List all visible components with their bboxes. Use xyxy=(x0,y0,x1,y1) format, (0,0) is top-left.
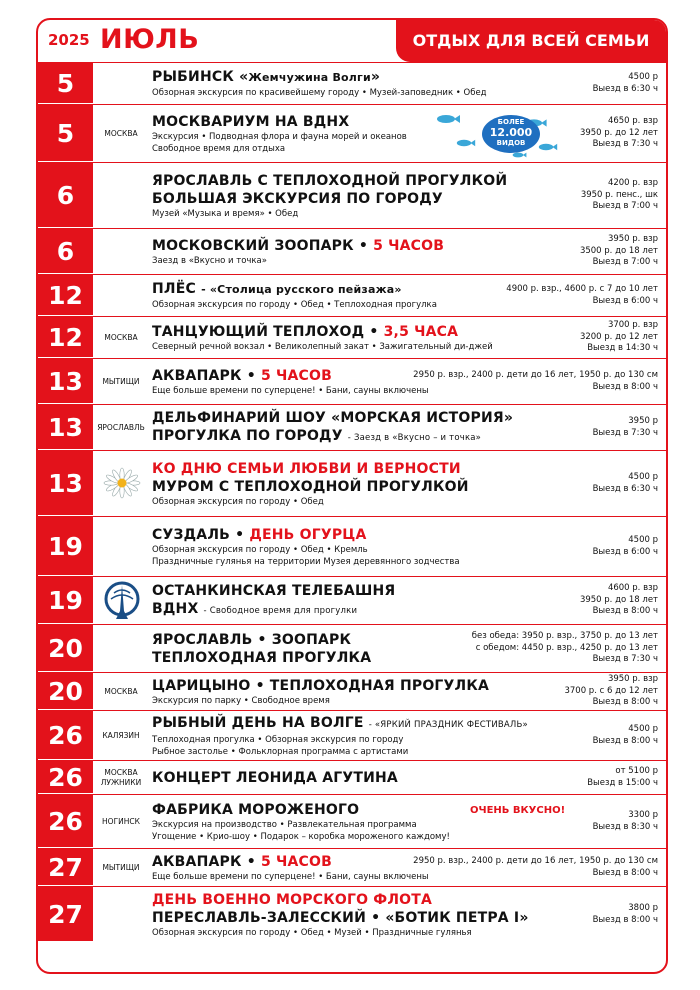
schedule-frame xyxy=(36,18,668,974)
tour-description: Музей «Музыка и время» • Обед xyxy=(152,208,299,219)
tour-price xyxy=(593,63,658,104)
tour-row[interactable] xyxy=(38,104,666,162)
tour-info xyxy=(152,577,506,624)
fish-icon xyxy=(437,115,460,123)
price-line: 3950 р. пенс., шк xyxy=(580,189,658,200)
tour-title xyxy=(152,677,506,695)
price-line: Выезд в 8:00 ч xyxy=(592,381,658,392)
tour-day: 5 xyxy=(38,63,93,104)
tour-row[interactable] xyxy=(38,162,666,228)
city-line: МЫТИЩИ xyxy=(102,376,140,386)
tour-info xyxy=(152,317,506,358)
price-line: 3950 р. до 18 лет xyxy=(579,594,658,605)
tour-price xyxy=(593,517,658,576)
tour-price xyxy=(413,359,658,404)
title-segment: ЦАРИЦЫНО • ТЕПЛОХОДНАЯ ПРОГУЛКА xyxy=(152,677,490,694)
fish-tail xyxy=(541,119,546,126)
title-segment: МОСКОВСКИЙ ЗООПАРК • xyxy=(152,237,374,254)
city-line: КАЛЯЗИН xyxy=(102,730,140,740)
tour-price xyxy=(580,577,658,624)
tour-description: Обзорная экскурсия по красивейшему городу • Музей-заповедник • Обед xyxy=(152,88,487,98)
fish-icon xyxy=(539,144,557,150)
price-line: Выезд в 7:00 ч xyxy=(592,257,658,268)
slogan-banner: ОТДЫХ ДЛЯ ВСЕЙ СЕМЬИ xyxy=(396,20,666,62)
title-segment: СУЗДАЛЬ • xyxy=(152,526,250,543)
tour-title xyxy=(152,769,506,787)
tour-day: 6 xyxy=(38,229,93,274)
tour-price xyxy=(413,849,658,886)
price-line: Выезд в 6:30 ч xyxy=(592,483,658,494)
departure-city xyxy=(95,711,147,760)
city-line: МОСКВА xyxy=(104,686,138,696)
month-title: ИЮЛЬ xyxy=(100,24,200,55)
tour-title-line2 xyxy=(152,478,506,496)
tour-row[interactable] xyxy=(38,794,666,848)
tour-info xyxy=(152,451,506,516)
price-line: Выезд в 14:30 ч xyxy=(587,343,658,354)
title-segment: МУРОМ С ТЕПЛОХОДНОЙ ПРОГУЛКОЙ xyxy=(152,478,469,495)
tour-day: 5 xyxy=(38,105,93,162)
tour-day: 19 xyxy=(38,517,93,576)
tour-info xyxy=(152,673,506,710)
tour-title xyxy=(152,582,506,600)
badge-number: 12.000 xyxy=(489,126,533,139)
price-line: 4600 р. взр xyxy=(607,583,658,594)
tour-day: 20 xyxy=(38,673,93,710)
price-line: с обедом: 4450 р. взр., 4250 р. до 13 лет xyxy=(475,642,658,653)
fish-tail xyxy=(523,153,527,158)
tour-price xyxy=(593,451,658,516)
tour-list xyxy=(38,62,666,942)
tour-description: Свободное время для отдыха xyxy=(152,143,286,154)
price-line: 3950 р xyxy=(628,416,658,426)
price-line: Выезд в 8:00 ч xyxy=(592,867,658,878)
title-segment: - Заезд в «Вкусно – и точка» xyxy=(347,432,482,443)
title-segment: Столица русского пейзажа xyxy=(217,283,395,296)
title-segment: ВДНХ xyxy=(152,600,204,617)
price-line: 3700 р. взр xyxy=(607,320,658,331)
tour-info xyxy=(152,795,506,848)
tour-day: 12 xyxy=(38,317,93,358)
title-segment: ТЕПЛОХОДНАЯ ПРОГУЛКА xyxy=(152,649,372,666)
tv-tower-icon xyxy=(102,581,142,621)
tour-row[interactable] xyxy=(38,316,666,358)
title-segment: БОЛЬШАЯ ЭКСКУРСИЯ ПО ГОРОДУ xyxy=(152,190,443,207)
departure-city xyxy=(95,849,147,886)
tour-row[interactable] xyxy=(38,710,666,760)
tour-description: Экскурсия по парку • Свободное время xyxy=(152,695,330,706)
tour-title xyxy=(152,172,506,190)
price-line: 4500 р xyxy=(628,535,658,545)
price-line: Выезд в 6:00 ч xyxy=(592,546,658,557)
tour-day: 6 xyxy=(38,163,93,228)
title-segment: ОСТАНКИНСКАЯ ТЕЛЕБАШНЯ xyxy=(152,582,396,599)
tour-description: Еще больше времени по суперцене! • Бани, сауны включены xyxy=(152,871,429,882)
tour-row[interactable] xyxy=(38,576,666,624)
daisy-icon xyxy=(102,463,142,503)
fish-tail xyxy=(552,144,557,150)
title-segment: ПЕРЕСЛАВЛЬ-ЗАЛЕССКИЙ • «БОТИК ПЕТРА I» xyxy=(152,909,529,926)
title-segment: ПЛЁС xyxy=(152,281,202,297)
tour-info xyxy=(152,625,506,672)
tour-title-line2 xyxy=(152,427,506,447)
title-segment: ДЕНЬ ВОЕННО МОРСКОГО ФЛОТА xyxy=(152,891,433,908)
title-segment: МОСКВАРИУМ НА ВДНХ xyxy=(152,113,350,130)
title-segment: АКВАПАРК • xyxy=(152,853,261,870)
tour-title xyxy=(152,714,528,734)
departure-city xyxy=(95,359,147,404)
tour-price xyxy=(593,795,658,848)
price-line: Выезд в 7:00 ч xyxy=(592,201,658,212)
title-segment: - «ЯРКИЙ ПРАЗДНИК ФЕСТИВАЛЬ» xyxy=(368,719,528,730)
departure-city xyxy=(95,761,147,794)
city-line: МОСКВА xyxy=(104,128,138,138)
title-segment: » xyxy=(370,69,381,85)
tour-row[interactable] xyxy=(38,404,666,450)
title-segment: ДЕЛЬФИНАРИЙ ШОУ «МОРСКАЯ ИСТОРИЯ» xyxy=(152,409,514,426)
tour-description: Экскурсия • Подводная флора и фауна морей и океанов xyxy=(152,131,407,142)
tour-row[interactable] xyxy=(38,358,666,404)
tour-description: Праздничные гулянья на территории Музея деревянного зодчества xyxy=(152,556,460,567)
tour-day: 27 xyxy=(38,887,93,942)
tour-title xyxy=(152,891,506,909)
tour-title xyxy=(152,323,506,341)
tour-day: 20 xyxy=(38,625,93,672)
price-line: Выезд в 7:30 ч xyxy=(592,654,658,665)
tour-title-line2 xyxy=(152,649,506,667)
fish-body xyxy=(457,140,471,146)
tour-description: Заезд в «Вкусно и точка» xyxy=(152,255,267,266)
tour-price xyxy=(580,317,658,358)
tour-row[interactable] xyxy=(38,760,666,794)
species-badge xyxy=(482,115,540,153)
tour-description: Угощение • Крио-шоу • Подарок – коробка мороженого каждому! xyxy=(152,831,450,842)
title-segment: ЯРОСЛАВЛЬ С ТЕПЛОХОДНОЙ ПРОГУЛКОЙ xyxy=(152,172,508,189)
title-segment: ФАБРИКА МОРОЖЕНОГО xyxy=(152,801,360,818)
title-segment: - « xyxy=(201,283,218,296)
tour-title xyxy=(152,801,506,819)
title-segment: - Свободное время для прогулки xyxy=(203,605,358,616)
tour-price xyxy=(580,229,658,274)
tour-description: Обзорная экскурсия по городу • Обед xyxy=(152,496,324,507)
price-line: без обеда: 3950 р. взр., 3750 р. до 13 лет xyxy=(471,631,658,642)
departure-city xyxy=(95,317,147,358)
price-line: Выезд в 8:30 ч xyxy=(592,821,658,832)
tour-price xyxy=(564,673,658,710)
title-segment: 5 ЧАСОВ xyxy=(373,237,445,254)
price-line: 3200 р. до 12 лет xyxy=(579,331,658,342)
tour-row[interactable] xyxy=(38,516,666,576)
tour-description: Теплоходная прогулка • Обзорная экскурсия по городу xyxy=(152,734,404,745)
price-line: Выезд в 8:00 ч xyxy=(592,735,658,746)
tour-day: 19 xyxy=(38,577,93,624)
fish-body xyxy=(539,144,553,150)
price-line: 3800 р xyxy=(628,903,658,913)
price-line: Выезд в 6:00 ч xyxy=(592,295,658,306)
tour-title xyxy=(152,631,506,649)
price-line: 4500 р xyxy=(628,72,658,82)
price-line: 4900 р. взр., 4600 р. с 7 до 10 лет xyxy=(506,284,658,294)
tour-info xyxy=(152,163,506,228)
price-line: 3300 р xyxy=(628,810,658,820)
fish-icon xyxy=(513,153,527,158)
tour-info xyxy=(152,517,506,576)
tour-day: 26 xyxy=(38,795,93,848)
city-line: МОСКВА xyxy=(104,767,138,777)
tour-title xyxy=(152,409,514,427)
tour-row[interactable] xyxy=(38,624,666,672)
tour-row[interactable] xyxy=(38,848,666,886)
price-line: 3500 р. до 18 лет xyxy=(579,245,658,256)
tour-price xyxy=(506,275,658,316)
title-segment: РЫБИНСК « xyxy=(152,69,249,85)
city-line: МОСКВА xyxy=(104,332,138,342)
price-line: 3950 р. взр xyxy=(607,674,658,685)
fish-icon xyxy=(457,140,475,146)
tour-description: Обзорная экскурсия по городу • Обед • Теплоходная прогулка xyxy=(152,300,437,310)
tour-price xyxy=(580,105,658,162)
departure-city xyxy=(95,673,147,710)
price-line: 3700 р. с 6 до 12 лет xyxy=(564,685,658,696)
tour-description: Обзорная экскурсия по городу • Обед • Кремль xyxy=(152,544,368,555)
price-line: 3950 р. взр xyxy=(607,234,658,245)
tour-price xyxy=(593,405,658,450)
departure-city xyxy=(95,105,147,162)
price-line: Выезд в 6:30 ч xyxy=(592,83,658,94)
tour-info xyxy=(152,275,506,316)
tour-description: Экскурсия на производство • Развлекательная программа xyxy=(152,819,417,830)
title-segment: ПРОГУЛКА ПО ГОРОДУ xyxy=(152,427,348,444)
daisy-center xyxy=(118,479,127,488)
title-segment: ТАНЦУЮЩИЙ ТЕПЛОХОД • xyxy=(152,323,384,340)
title-segment: 3,5 ЧАСА xyxy=(383,323,459,340)
price-line: 4200 р. взр xyxy=(607,178,658,189)
city-line: НОГИНСК xyxy=(102,816,140,826)
tour-title-line2 xyxy=(152,190,506,208)
tour-info xyxy=(152,63,506,104)
tour-day: 27 xyxy=(38,849,93,886)
tour-description: Обзорная экскурсия по городу • Обед • Музей • Праздничные гулянья xyxy=(152,927,472,938)
tasty-note: ОЧЕНЬ ВКУСНО! xyxy=(470,805,566,816)
title-segment: КО ДНЮ СЕМЬИ ЛЮБВИ И ВЕРНОСТИ xyxy=(152,460,461,477)
title-segment: 5 ЧАСОВ xyxy=(260,853,332,870)
tour-price xyxy=(472,625,658,672)
tour-price xyxy=(587,761,658,794)
tour-row[interactable] xyxy=(38,672,666,710)
tour-day: 13 xyxy=(38,405,93,450)
price-line: 2950 р. взр., 2400 р. дети до 16 лет, 1950 р. до 130 см xyxy=(413,370,658,380)
tour-info xyxy=(152,761,506,794)
title-segment: » xyxy=(394,283,402,296)
tour-info xyxy=(152,887,529,942)
tour-price xyxy=(581,163,658,228)
tour-row[interactable] xyxy=(38,450,666,516)
tour-row[interactable] xyxy=(38,228,666,274)
tour-info xyxy=(152,711,528,760)
tour-description: Еще больше времени по суперцене! • Бани, сауны включены xyxy=(152,385,429,396)
price-line: 4500 р xyxy=(628,724,658,734)
fish-tail xyxy=(470,140,475,146)
title-segment: ЯРОСЛАВЛЬ • ЗООПАРК xyxy=(152,631,352,648)
departure-city xyxy=(95,795,147,848)
title-segment: РЫБНЫЙ ДЕНЬ НА ВОЛГЕ xyxy=(152,714,369,731)
tour-price xyxy=(593,887,658,942)
city-line: МЫТИЩИ xyxy=(102,862,140,872)
tour-day: 13 xyxy=(38,359,93,404)
price-line: Выезд в 8:00 ч xyxy=(592,606,658,617)
title-segment: 5 ЧАСОВ xyxy=(260,367,332,384)
fish-tail xyxy=(454,115,460,123)
price-line: Выезд в 15:00 ч xyxy=(587,777,658,788)
price-line: 4500 р xyxy=(628,472,658,482)
tour-day: 13 xyxy=(38,451,93,516)
price-line: 4650 р. взр xyxy=(607,116,658,127)
tour-title xyxy=(152,68,506,87)
tour-row[interactable] xyxy=(38,886,666,942)
tour-title-line2 xyxy=(152,600,506,620)
badge-bottom: ВИДОВ xyxy=(496,139,526,147)
tour-description: Северный речной вокзал • Великолепный закат • Зажигательный ди-джей xyxy=(152,341,493,352)
price-line: от 5100 р xyxy=(615,766,658,776)
fish-body xyxy=(437,115,455,123)
departure-city xyxy=(95,405,147,450)
title-segment: Жемчужина Волги xyxy=(248,71,371,84)
fish-body xyxy=(513,153,524,158)
year-label: 2025 xyxy=(48,31,90,49)
tour-title xyxy=(152,460,506,478)
tour-info xyxy=(152,405,514,450)
tour-title xyxy=(152,280,506,299)
tour-day: 12 xyxy=(38,275,93,316)
tour-title xyxy=(152,237,506,255)
title-segment: ДЕНЬ ОГУРЦА xyxy=(249,526,367,543)
city-line: ЛУЖНИКИ xyxy=(100,777,142,787)
tour-price xyxy=(593,711,658,760)
price-line: 2950 р. взр., 2400 р. дети до 16 лет, 1950 р. до 130 см xyxy=(413,856,658,866)
tour-day: 26 xyxy=(38,761,93,794)
title-segment: АКВАПАРК • xyxy=(152,367,261,384)
title-segment: КОНЦЕРТ ЛЕОНИДА АГУТИНА xyxy=(152,769,398,786)
tour-day: 26 xyxy=(38,711,93,760)
tour-info xyxy=(152,229,506,274)
tour-title-line2 xyxy=(152,909,529,927)
price-line: Выезд в 8:00 ч xyxy=(592,697,658,708)
price-line: Выезд в 7:30 ч xyxy=(592,139,658,150)
tour-row[interactable] xyxy=(38,274,666,316)
header xyxy=(38,20,666,62)
price-line: 3950 р. до 12 лет xyxy=(579,127,658,138)
badge-top: БОЛЕЕ xyxy=(497,118,525,126)
city-line: ЯРОСЛАВЛЬ xyxy=(97,422,145,432)
price-line: Выезд в 7:30 ч xyxy=(592,427,658,438)
tour-description: Рыбное застолье • Фольклорная программа с артистами xyxy=(152,746,409,757)
price-line: Выезд в 8:00 ч xyxy=(592,914,658,925)
tour-title xyxy=(152,526,506,544)
tour-row[interactable] xyxy=(38,62,666,104)
